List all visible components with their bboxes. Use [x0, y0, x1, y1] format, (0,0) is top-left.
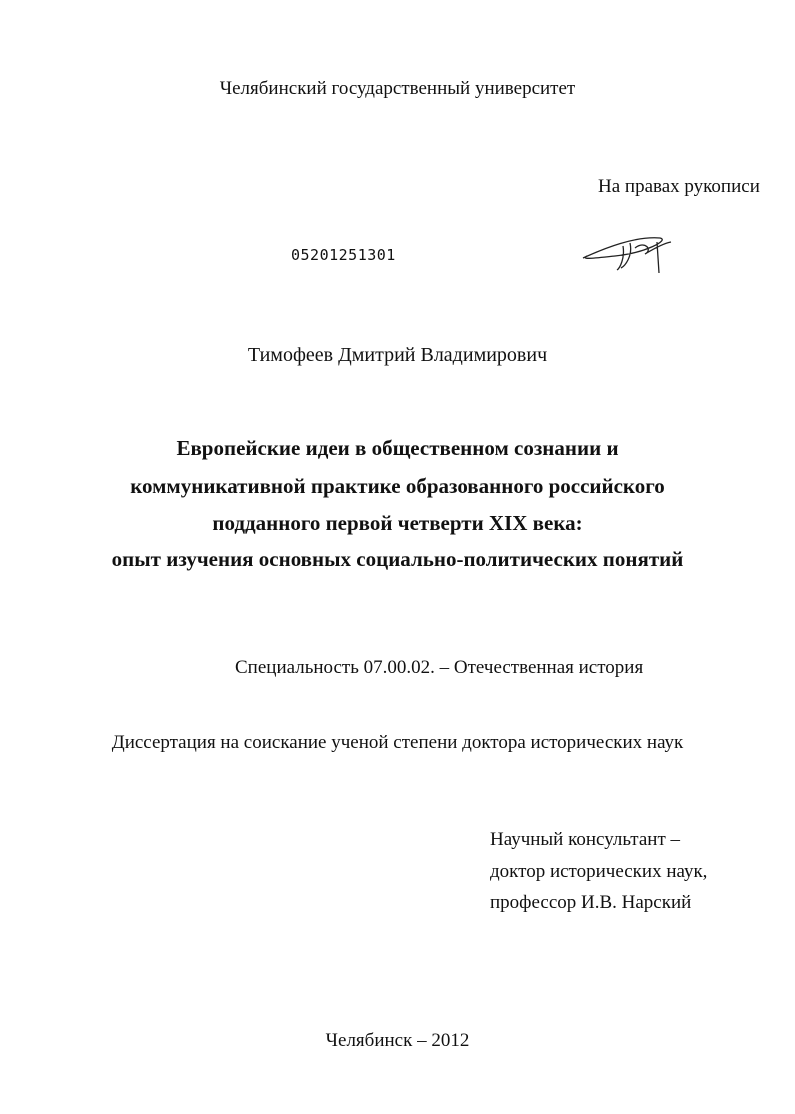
title-line: подданного первой четверти XIX века:: [212, 511, 583, 535]
advisor-line: Научный консультант –: [490, 829, 680, 850]
title-line: опыт изучения основных социально-политических понятий: [111, 547, 684, 571]
registration-number: 05201251301: [291, 246, 396, 264]
city-year: Челябинск – 2012: [325, 1030, 470, 1051]
signature-icon: [575, 228, 675, 278]
advisor-line: профессор И.В. Нарский: [490, 892, 692, 913]
author-name: Тимофеев Дмитрий Владимирович: [247, 344, 548, 366]
title-line: Европейские идеи в общественном сознании и: [176, 436, 619, 460]
dissertation-type: Диссертация на соискание ученой степени доктора исторических наук: [111, 732, 684, 753]
advisor-line: доктор исторических наук,: [490, 861, 708, 882]
specialty: Специальность 07.00.02. – Отечественная история: [235, 657, 644, 678]
university-name: Челябинский государственный университет: [219, 78, 576, 99]
manuscript-note: На правах рукописи: [598, 176, 760, 197]
title-line: коммуникативной практике образованного российского: [130, 474, 665, 498]
